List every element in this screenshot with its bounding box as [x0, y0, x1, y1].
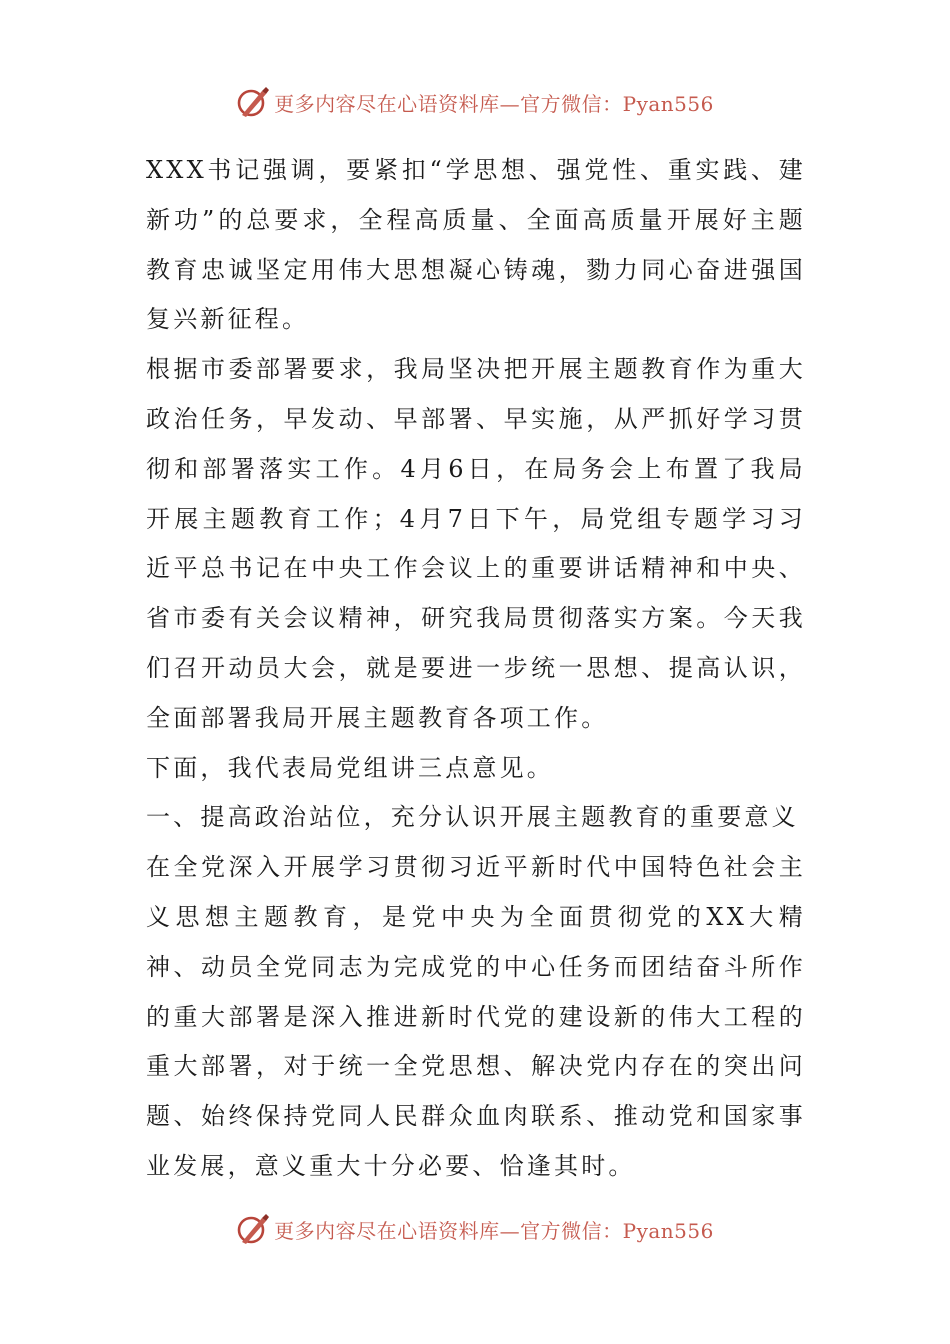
footer-watermark-text: 更多内容尽在心语资料库—官方微信：Pyan556 — [274, 1218, 714, 1243]
paragraph-intro: XXX书记强调，要紧扣“学思想、强党性、重实践、建新功”的总要求，全程高质量、全面高质量开展好主题教育忠诚坚定用伟大思想凝心铸魂，勠力同心奋进强国复兴新征程。 — [146, 156, 806, 334]
paragraph-significance: 在全党深入开展学习贯彻习近平新时代中国特色社会主义思想主题教育，是党中央为全面贯彻党的XX大精神、动员全党同志为完成党的中心任务而团结奋斗所作的重大部署是深入推进新时代党的建设新的伟大工程的重大部署，对于统一全党思想、解决党内存在的突出问题、始终保持党同人民群众血肉联系、推动党和国家事业发展，意义重大十分必要、恰逢其时。 — [146, 853, 806, 1180]
footer-watermark-banner — [0, 1207, 950, 1251]
paragraph-deployment: 根据市委部署要求，我局坚决把开展主题教育作为重大政治任务，早发动、早部署、早实施，从严抓好学习贯彻和部署落实工作。4月6日，在局务会上布置了我局开展主题教育工作；4月7日下午，局党组专题学习习近平总书记在中央工作会议上的重要讲话精神和中央、省市委有关会议精神，研究我局贯彻落实方案。今天我们召开动员大会，就是要进一步统一思想、提高认识，全面部署我局开展主题教育各项工作。 — [146, 355, 806, 732]
section-heading-one: 一、提高政治站位，充分认识开展主题教育的重要意义 — [146, 803, 799, 832]
paragraph-three-points: 下面，我代表局党组讲三点意见。 — [146, 753, 554, 782]
header-watermark-banner — [0, 80, 950, 124]
pen-circle-logo-icon — [236, 1212, 270, 1246]
document-body — [146, 146, 806, 1192]
header-watermark-text: 更多内容尽在心语资料库—官方微信：Pyan556 — [274, 91, 714, 116]
pen-circle-logo-icon — [236, 85, 270, 119]
